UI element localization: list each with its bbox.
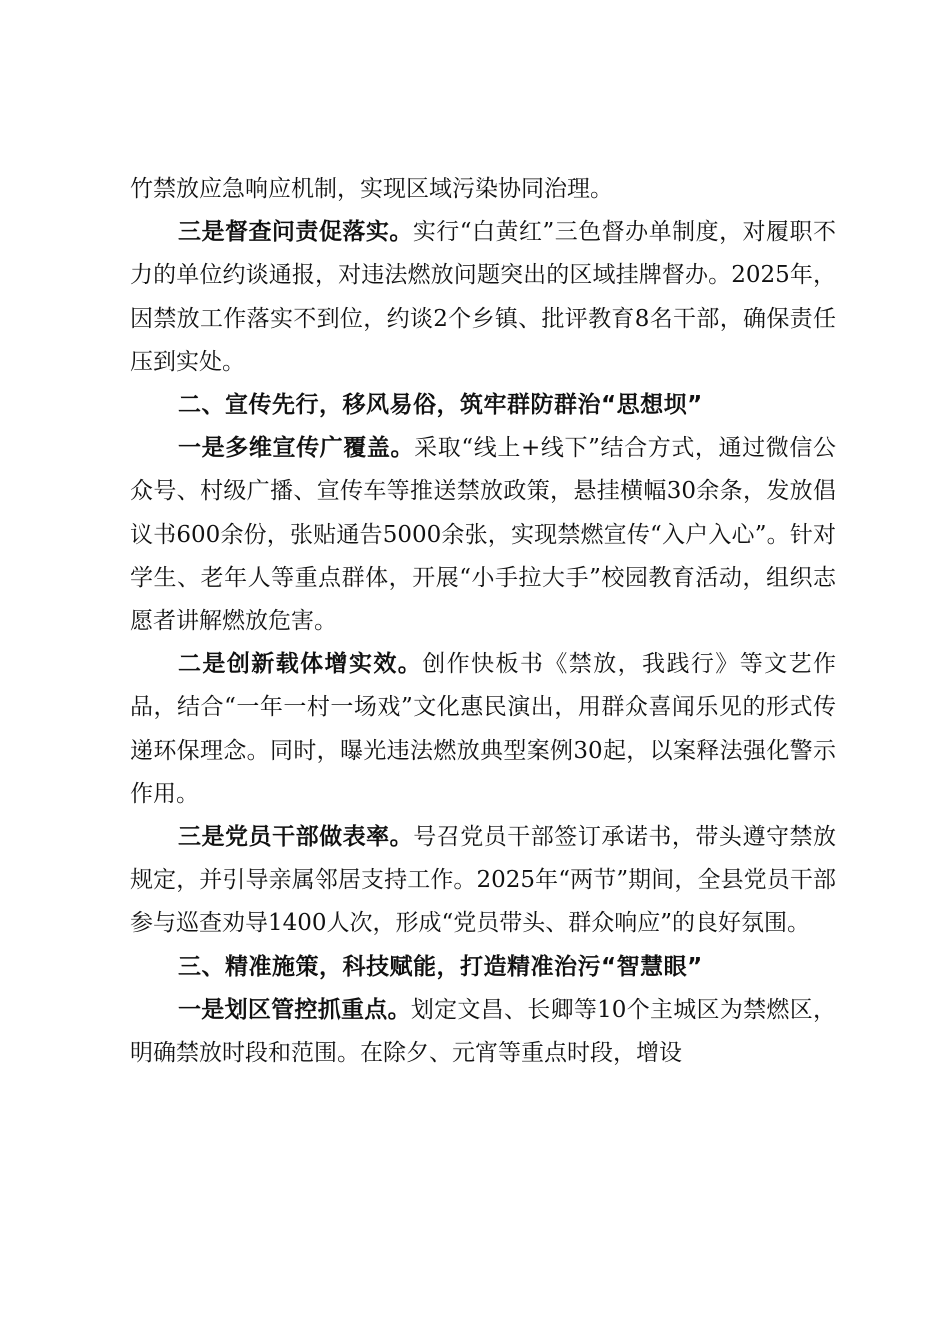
paragraph-text: 划定文昌、长卿等10个主城区为禁燃区，明确禁放时段和范围。在除夕、元宵等重点时段，增设 xyxy=(130,996,836,1067)
paragraph-supervision xyxy=(130,211,836,384)
paragraph-lead: 三是党员干部做表率。 xyxy=(178,824,414,851)
paragraph-text: 采取“线上+线下”结合方式，通过微信公众号、村级广播、宣传车等推送禁放政策，悬挂横幅30余条，发放倡议书600余份，张贴通告5000余张，实现禁燃宣传“入户入心”。针对学生、老年人等重点群体，开展“小手拉大手”校园教育活动，组织志愿者讲解燃放危害。 xyxy=(130,435,837,635)
paragraph-continuation xyxy=(130,168,836,211)
section-heading-3: 三、精准施策，科技赋能，打造精准治污“智慧眼” xyxy=(178,953,703,980)
paragraph-lead: 二是创新载体增实效。 xyxy=(178,651,423,678)
paragraph-text: 号召党员干部签订承诺书，带头遵守禁放规定，并引导亲属邻居支持工作。2025年“两节”期间，全县党员干部参与巡查劝导1400人次，形成“党员带头、群众响应”的良好氛围。 xyxy=(130,824,837,937)
paragraph-lead: 一是多维宣传广覆盖。 xyxy=(178,435,415,462)
paragraph-text: 实行“白黄红”三色督办单制度，对履职不力的单位约谈通报，对违法燃放问题突出的区域挂牌督办。2025年，因禁放工作落实不到位，约谈2个乡镇、批评教育8名干部，确保责任压到实处。 xyxy=(130,219,836,375)
document-body xyxy=(130,168,836,1075)
paragraph-innovation xyxy=(130,643,836,816)
paragraph-text: 创作快板书《禁放，我践行》等文艺作品，结合“一年一村一场戏”文化惠民演出，用群众喜闻乐见的形式传递环保理念。同时，曝光违法燃放典型案例30起，以案释法强化警示作用。 xyxy=(130,651,837,807)
paragraph-publicity xyxy=(130,427,836,643)
paragraph-zoning xyxy=(130,989,836,1075)
paragraph-text: 竹禁放应急响应机制，实现区域污染协同治理。 xyxy=(130,176,613,202)
paragraph-party-members xyxy=(130,816,836,946)
paragraph-lead: 三是督查问责促落实。 xyxy=(178,219,413,246)
paragraph-lead: 一是划区管控抓重点。 xyxy=(178,996,411,1023)
section-heading-2: 二、宣传先行，移风易俗，筑牢群防群治“思想坝” xyxy=(178,392,703,419)
